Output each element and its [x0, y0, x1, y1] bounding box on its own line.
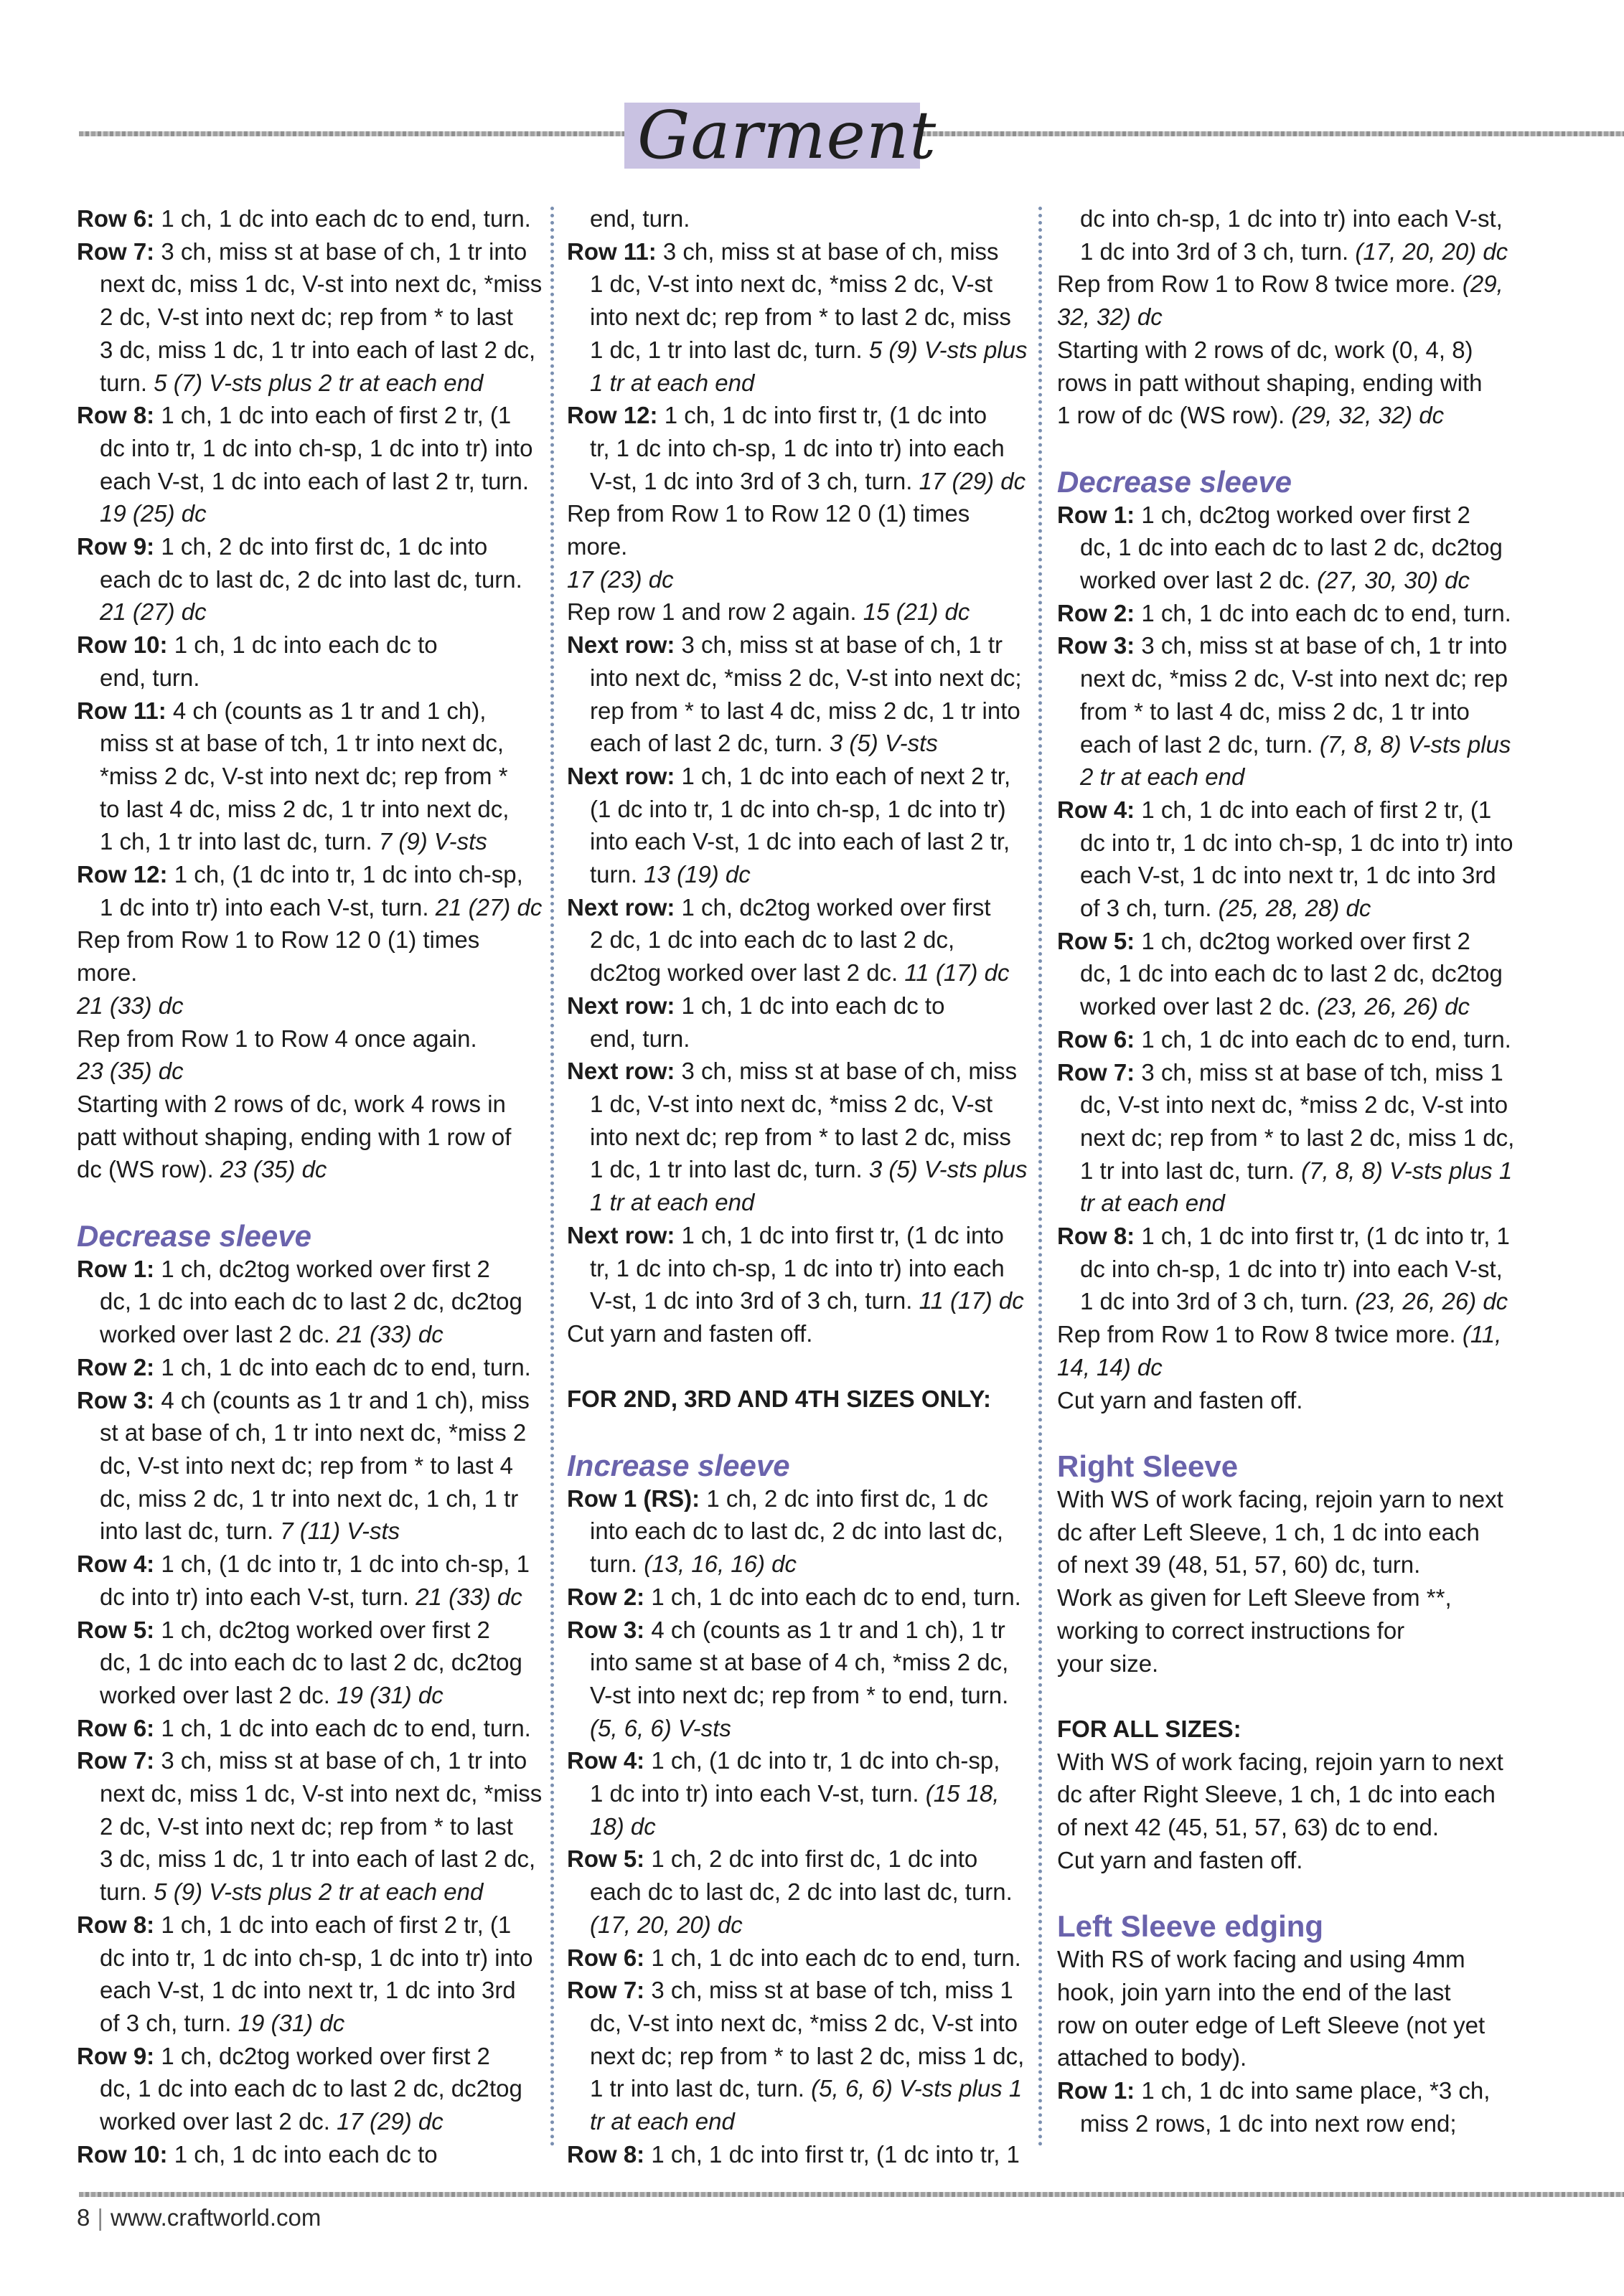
row-label: Next row:: [567, 762, 675, 789]
row-label: Row 12:: [567, 402, 658, 429]
stitch-count: 21 (33) dc: [77, 992, 184, 1019]
pattern-note: [1057, 1943, 1531, 2074]
stitch-count: 19 (25) dc: [100, 500, 207, 527]
pattern-row: [77, 1712, 543, 1745]
pattern-row: [77, 235, 543, 400]
row-text: 1 ch, 1 dc into each dc to end, turn.: [154, 1353, 531, 1380]
pattern-note: [1057, 1318, 1531, 1383]
pattern-note: [77, 1088, 543, 1186]
row-text: 3 ch, miss st at base of ch, 1 tr into next dc, miss 1 dc, V-st into next dc, *miss 2 dc, V-st into next dc; rep from * to last 3 dc, miss 1 dc, 1 tr into each of last 2 dc, turn.: [100, 237, 543, 396]
row-label: Row 7:: [1057, 1058, 1135, 1086]
row-label: Row 2:: [567, 1583, 645, 1610]
pattern-note: [1057, 1483, 1531, 1680]
pattern-row: [567, 1974, 1030, 2138]
row-text: 4 ch (counts as 1 tr and 1 ch), miss st at base of tch, 1 tr into next dc, *miss 2 dc, V-st into next dc; rep from * to last 4 dc, miss 2 dc, 1 tr into next dc, 1 ch, 1 tr into last dc, turn.: [100, 697, 510, 855]
pattern-row: [77, 202, 543, 235]
pattern-note: [77, 923, 543, 1022]
stitch-count: 23 (35) dc: [77, 1058, 184, 1085]
row-text: 1 ch, 1 dc into first tr, (1 dc into tr, 1 dc into ch-sp, 1 dc into tr) into each V-st, 1 dc into 3rd of 3 ch, turn.: [590, 402, 1005, 494]
pattern-row: [77, 1614, 543, 1712]
row-text: 3 ch, miss st at base of ch, 1 tr into next dc, *miss 2 dc, V-st into next dc; rep from * to last 4 dc, miss 2 dc, 1 tr into each of last 2 dc, turn.: [590, 631, 1022, 757]
page-footer: [77, 2202, 321, 2234]
stitch-count: (17, 20, 20) dc: [1355, 237, 1508, 265]
stitch-count: (15 18, 18) dc: [590, 1780, 1000, 1840]
pattern-row: [1057, 629, 1531, 794]
row-text: 3 ch, miss st at base of ch, miss 1 dc, V-st into next dc, *miss 2 dc, V-st into next dc; rep from * to last 2 dc, miss 1 dc, 1 tr into last dc, turn.: [590, 1058, 1018, 1183]
pattern-row: [77, 399, 543, 530]
pattern-row: [567, 1581, 1030, 1614]
size-note: FOR ALL SIZES:: [1057, 1715, 1242, 1742]
text-column-1: [77, 202, 543, 2170]
stitch-count: 7 (11) V-sts: [280, 1518, 400, 1545]
row-text: 1 ch, dc2tog worked over first 2 dc, 1 dc into each dc to last 2 dc, dc2tog worked over last 2 dc.: [1080, 501, 1503, 594]
row-label: Row 6:: [77, 1714, 155, 1741]
row-text: dc into ch-sp, 1 dc into tr) into each V-st, 1 dc into 3rd of 3 ch, turn.: [1080, 205, 1503, 265]
row-text: 4 ch (counts as 1 tr and 1 ch), miss st at base of ch, 1 tr into next dc, *miss 2 dc, V-st into next dc; rep from * to last 4 dc, miss 2 dc, 1 tr into next dc, 1 ch, 1 tr into last dc, turn.: [100, 1386, 530, 1545]
row-text: end, turn.: [590, 205, 690, 232]
row-text: 1 ch, 1 dc into each dc to end, turn.: [644, 1944, 1021, 1971]
text-column-3: [1057, 202, 1531, 2140]
row-text: 1 ch, dc2tog worked over first 2 dc, 1 dc into each dc to last 2 dc, dc2tog worked over last 2 dc.: [100, 1616, 522, 1708]
row-text: 3 ch, miss st at base of ch, 1 tr into next dc, miss 1 dc, V-st into next dc, *miss 2 dc, V-st into next dc; rep from * to last 3 dc, miss 1 dc, 1 tr into each of last 2 dc, turn.: [100, 1747, 543, 1906]
row-text: 1 ch, 1 dc into first tr, (1 dc into tr, 1 dc into ch-sp, 1 dc into tr) into each V-st, 1 dc into 3rd of 3 ch, turn.: [590, 1221, 1005, 1314]
stitch-count: (13, 16, 16) dc: [644, 1551, 797, 1578]
row-label: Next row:: [567, 992, 675, 1019]
stitch-count: 21 (27) dc: [435, 893, 543, 921]
pattern-row: [567, 399, 1030, 497]
row-text: 1 ch, 1 dc into each dc to end, turn.: [590, 992, 945, 1052]
row-label: Next row:: [567, 893, 675, 921]
spacer: [1057, 432, 1531, 465]
section-label-tab: [624, 97, 937, 174]
text-column-2: [567, 202, 1030, 2170]
row-text: 1 ch, 1 dc into each dc to end, turn.: [154, 1714, 531, 1741]
row-label: Row 1 (RS):: [567, 1485, 700, 1512]
section-label: Garment: [637, 97, 937, 174]
column-divider: [1038, 207, 1042, 2147]
stitch-count: (5, 6, 6) V-sts plus 1 tr at each end: [590, 2075, 1023, 2135]
pattern-row: [567, 1219, 1030, 1317]
row-text: 1 ch, 1 dc into each dc to end, turn.: [100, 631, 438, 691]
pattern-row: [567, 1942, 1030, 1975]
pattern-row: [567, 1055, 1030, 1219]
row-label: Next row:: [567, 1221, 675, 1248]
pattern-row: [1057, 202, 1531, 268]
pattern-row: [567, 1744, 1030, 1843]
row-text: 1 ch, 1 dc into each dc to end, turn.: [154, 205, 531, 232]
row-text: 1 ch, 2 dc into first dc, 1 dc into each dc to last dc, 2 dc into last dc, turn.: [590, 1845, 1013, 1906]
row-label: Row 6:: [1057, 1025, 1135, 1053]
row-text: 1 ch, dc2tog worked over first 2 dc, 1 dc into each dc to last 2 dc, dc2tog worked over last 2 dc.: [1080, 927, 1503, 1020]
pattern-row: [1057, 794, 1531, 925]
pattern-row: [567, 760, 1030, 891]
row-text: 1 ch, (1 dc into tr, 1 dc into ch-sp, 1 dc into tr) into each V-st, turn.: [590, 1747, 1000, 1807]
row-text: Rep from Row 1 to Row 4 once again.: [77, 1025, 477, 1052]
row-text: 1 ch, 1 dc into same place, *3 ch, miss 2 rows, 1 dc into next row end;: [1080, 2076, 1491, 2137]
row-text: Starting with 2 rows of dc, work 4 rows in patt without shaping, ending with 1 row of dc (WS row).: [77, 1090, 512, 1183]
row-text: Rep from Row 1 to Row 12 0 (1) times more.: [77, 926, 480, 987]
pattern-row: [1057, 1220, 1531, 1318]
pattern-row: [77, 1384, 543, 1548]
pattern-row: [567, 891, 1030, 989]
row-label: Row 5:: [77, 1616, 155, 1643]
row-label: Row 1:: [1057, 501, 1135, 528]
stitch-count: 5 (9) V-sts plus 2 tr at each end: [154, 1878, 484, 1906]
row-label: Next row:: [567, 1058, 675, 1085]
stitch-count: (29, 32, 32) dc: [1291, 402, 1445, 429]
pattern-row: [77, 1351, 543, 1384]
pattern-row: [1057, 2074, 1531, 2140]
stitch-count: 21 (33) dc: [416, 1583, 522, 1610]
spacer: [1057, 1416, 1531, 1449]
row-text: Rep row 1 and row 2 again.: [567, 598, 863, 626]
size-note: FOR 2ND, 3RD AND 4TH SIZES ONLY:: [567, 1385, 992, 1413]
row-label: Row 7:: [77, 1747, 155, 1774]
stitch-count: (17, 20, 20) dc: [590, 1911, 743, 1938]
row-text: 3 ch, miss st at base of tch, miss 1 dc, V-st into next dc, *miss 2 dc, V-st into next dc; rep from * to last 2 dc, miss 1 dc, 1 tr into last dc, turn.: [1080, 1058, 1515, 1184]
spacer: [1057, 1876, 1531, 1909]
row-text: Cut yarn and fasten off.: [567, 1319, 813, 1347]
stitch-count: (23, 26, 26) dc: [1317, 993, 1470, 1020]
row-text: 1 ch, dc2tog worked over first 2 dc, 1 dc into each dc to last 2 dc, dc2tog worked over last 2 dc.: [590, 893, 991, 987]
pattern-row: [567, 629, 1030, 760]
section-heading: Decrease sleeve: [77, 1218, 311, 1253]
pattern-row: [77, 1548, 543, 1613]
row-text: 1 ch, (1 dc into tr, 1 dc into ch-sp, 1 dc into tr) into each V-st, turn.: [100, 861, 523, 921]
spacer: [77, 1186, 543, 1219]
pattern-row: [77, 1909, 543, 2040]
row-text: 1 ch, 2 dc into first dc, 1 dc into each dc to last dc, 2 dc into last dc, turn.: [100, 533, 522, 593]
row-label: Row 8:: [567, 2140, 645, 2168]
pattern-row: [567, 1482, 1030, 1581]
section-heading: Right Sleeve: [1057, 1449, 1239, 1483]
row-label: Row 4:: [1057, 796, 1135, 823]
row-label: Row 3:: [1057, 632, 1135, 659]
row-text: 1 ch, 1 dc into each of first 2 tr, (1 dc into tr, 1 dc into ch-sp, 1 dc into tr) into each V-st, 1 dc into next tr, 1 dc into 3rd of 3 ch, turn.: [1080, 796, 1513, 922]
spacer: [567, 1416, 1030, 1449]
row-label: Row 1:: [77, 1255, 155, 1282]
stitch-count: 13 (19) dc: [644, 861, 751, 888]
stitch-count: 3 (5) V-sts plus 1 tr at each end: [590, 1156, 1028, 1216]
row-text: Cut yarn and fasten off.: [1057, 1386, 1303, 1413]
pattern-row: [567, 989, 1030, 1055]
row-text: Rep from Row 1 to Row 8 twice more.: [1057, 1321, 1463, 1348]
row-label: Row 11:: [567, 237, 657, 265]
section-heading: Decrease sleeve: [1057, 464, 1292, 499]
stitch-count: 23 (35) dc: [220, 1156, 327, 1183]
section-heading: Left Sleeve edging: [1057, 1909, 1324, 1944]
pattern-note: [1057, 268, 1531, 333]
column-divider: [550, 207, 554, 2147]
pattern-note: [1057, 1384, 1531, 1417]
pattern-row: [1057, 925, 1531, 1023]
stitch-count: 5 (7) V-sts plus 2 tr at each end: [154, 369, 484, 396]
row-text: With WS of work facing, rejoin yarn to next dc after Right Sleeve, 1 ch, 1 dc into each of next 42 (45, 51, 57, 63) dc to end. Cut yarn and fasten off.: [1057, 1748, 1503, 1873]
row-text: 1 ch, 1 dc into each of first 2 tr, (1 dc into tr, 1 dc into ch-sp, 1 dc into tr) into each V-st, 1 dc into each of last 2 tr, turn.: [100, 402, 533, 494]
row-label: Row 4:: [77, 1551, 155, 1578]
pattern-note: [1057, 334, 1531, 432]
pattern-row: [77, 2138, 543, 2171]
row-label: Row 4:: [567, 1747, 645, 1774]
row-label: Row 2:: [1057, 599, 1135, 626]
row-label: Row 8:: [77, 1911, 155, 1938]
row-text: 1 ch, 1 dc into each dc to end, turn.: [644, 1583, 1021, 1610]
row-text: 1 ch, 1 dc into each dc to: [167, 2140, 438, 2168]
spacer: [1057, 1680, 1531, 1713]
pattern-row: [567, 1614, 1030, 1745]
pattern-row: [567, 1843, 1030, 1941]
row-label: Row 6:: [77, 205, 155, 232]
pattern-row: [77, 530, 543, 629]
row-label: Row 3:: [567, 1616, 645, 1643]
pattern-note: [1057, 1746, 1531, 1877]
row-text: 1 ch, 1 dc into each dc to end, turn.: [1135, 599, 1511, 626]
row-label: Row 2:: [77, 1353, 155, 1380]
stitch-count: (5, 6, 6) V-sts: [590, 1714, 731, 1741]
pattern-row: [567, 235, 1030, 400]
page-number: 8: [77, 2204, 90, 2231]
pattern-row: [567, 202, 1030, 235]
row-text: 3 ch, miss st at base of ch, 1 tr into next dc, *miss 2 dc, V-st into next dc; rep from * to last 4 dc, miss 2 dc, 1 tr into each of last 2 dc, turn.: [1080, 632, 1508, 758]
row-label: Row 12:: [77, 861, 168, 888]
pattern-row: [1057, 499, 1531, 597]
stitch-count: 21 (33) dc: [337, 1321, 443, 1348]
pattern-row: [77, 695, 543, 859]
stitch-count: 5 (9) V-sts plus 1 tr at each end: [590, 336, 1028, 396]
row-label: Row 10:: [77, 2140, 168, 2168]
stitch-count: 7 (9) V-sts: [378, 828, 487, 855]
pattern-row: [1057, 597, 1531, 630]
stitch-count: (23, 26, 26) dc: [1355, 1288, 1508, 1315]
row-text: 1 ch, 1 dc into first tr, (1 dc into tr, 1 dc into ch-sp, 1 dc into tr) into each V-st, 1 dc into 3rd of 3 ch, turn.: [1080, 1223, 1510, 1315]
footer-website: www.craftworld.com: [110, 2204, 321, 2231]
row-text: Rep from Row 1 to Row 12 0 (1) times more.: [567, 500, 970, 560]
row-label: Row 10:: [77, 631, 168, 659]
stitch-count: 17 (29) dc: [337, 2108, 443, 2135]
stitch-count: (11, 14, 14) dc: [1057, 1321, 1502, 1380]
stitch-count: 11 (17) dc: [904, 959, 1010, 987]
pattern-note: [567, 497, 1030, 596]
pattern-row: [1057, 1056, 1531, 1220]
spacer: [567, 1350, 1030, 1383]
stitch-count: 3 (5) V-sts: [829, 730, 938, 757]
row-label: Next row:: [567, 631, 675, 659]
row-label: Row 1:: [1057, 2076, 1135, 2104]
stitch-count: (27, 30, 30) dc: [1317, 567, 1470, 594]
section-heading: Increase sleeve: [567, 1448, 790, 1482]
row-text: 1 ch, 1 dc into each of first 2 tr, (1 dc into tr, 1 dc into ch-sp, 1 dc into tr) into each V-st, 1 dc into next tr, 1 dc into 3rd of 3 ch, turn.: [100, 1911, 533, 2036]
row-text: 4 ch (counts as 1 tr and 1 ch), 1 tr into same st at base of 4 ch, *miss 2 dc, V-st into next dc; rep from * to end, turn.: [590, 1616, 1009, 1708]
pattern-row: [77, 1744, 543, 1909]
row-text: Rep from Row 1 to Row 8 twice more.: [1057, 270, 1463, 298]
row-label: Row 6:: [567, 1944, 645, 1971]
row-label: Row 5:: [1057, 927, 1135, 954]
row-label: Row 11:: [77, 697, 166, 724]
row-label: Row 9:: [77, 533, 155, 560]
row-label: Row 8:: [1057, 1223, 1135, 1250]
footer-rule: [79, 2192, 1624, 2197]
row-text: 1 ch, dc2tog worked over first 2 dc, 1 dc into each dc to last 2 dc, dc2tog worked over last 2 dc.: [100, 1255, 522, 1348]
row-text: 3 ch, miss st at base of tch, miss 1 dc, V-st into next dc, *miss 2 dc, V-st into next dc; rep from * to last 2 dc, miss 1 dc, 1 tr into last dc, turn.: [590, 1977, 1025, 2102]
row-text: With RS of work facing and using 4mm hook, join yarn into the end of the last row on outer edge of Left Sleeve (not yet attached to body).: [1057, 1946, 1485, 2071]
row-label: Row 5:: [567, 1845, 645, 1873]
row-text: 1 ch, 1 dc into first tr, (1 dc into tr, 1: [644, 2140, 1020, 2168]
footer-separator: |: [97, 2204, 103, 2231]
row-text: 1 ch, (1 dc into tr, 1 dc into ch-sp, 1 dc into tr) into each V-st, turn.: [100, 1551, 530, 1610]
stitch-count: 19 (31) dc: [238, 2009, 345, 2036]
pattern-row: [77, 858, 543, 923]
row-text: Starting with 2 rows of dc, work (0, 4, 8) rows in patt without shaping, ending with 1 row of dc (WS row).: [1057, 336, 1483, 429]
row-label: Row 9:: [77, 2042, 155, 2069]
pattern-row: [77, 629, 543, 694]
stitch-count: (25, 28, 28) dc: [1218, 895, 1371, 922]
stitch-count: 11 (17) dc: [919, 1287, 1024, 1314]
row-label: Row 7:: [567, 1977, 645, 2004]
pattern-note: [567, 1317, 1030, 1350]
row-text: 1 ch, dc2tog worked over first 2 dc, 1 dc into each dc to last 2 dc, dc2tog worked over last 2 dc.: [100, 2042, 522, 2135]
pattern-row: [77, 1253, 543, 1351]
pattern-note: [77, 1022, 543, 1088]
stitch-count: 19 (31) dc: [337, 1681, 443, 1708]
row-text: 1 ch, 1 dc into each dc to end, turn.: [1135, 1025, 1511, 1053]
stitch-count: 17 (29) dc: [919, 467, 1026, 494]
stitch-count: (29, 32, 32) dc: [1057, 270, 1503, 331]
stitch-count: 15 (21) dc: [863, 598, 970, 626]
pattern-row: [77, 2040, 543, 2138]
row-text: 3 ch, miss st at base of ch, miss 1 dc, V-st into next dc, *miss 2 dc, V-st into next dc; rep from * to last 2 dc, miss 1 dc, 1 tr into last dc, turn.: [590, 237, 1011, 363]
row-label: Row 8:: [77, 402, 155, 429]
row-text: 1 ch, 2 dc into first dc, 1 dc into each dc to last dc, 2 dc into last dc, turn.: [590, 1485, 1003, 1578]
row-text: With WS of work facing, rejoin yarn to next dc after Left Sleeve, 1 ch, 1 dc into each of next 39 (48, 51, 57, 60) dc, turn. Work as given for Left Sleeve from **, working to correct instructions for your size.: [1057, 1485, 1503, 1677]
pattern-note: [567, 596, 1030, 629]
pattern-row: [1057, 1023, 1531, 1056]
stitch-count: 17 (23) dc: [567, 565, 674, 593]
row-label: Row 3:: [77, 1386, 155, 1413]
stitch-count: (7, 8, 8) V-sts plus 1 tr at each end: [1080, 1157, 1513, 1217]
pattern-row: [567, 2138, 1030, 2171]
row-text: 1 ch, 1 dc into each of next 2 tr, (1 dc into tr, 1 dc into ch-sp, 1 dc into tr) into each V-st, 1 dc into each of last 2 tr, turn.: [590, 762, 1011, 888]
row-label: Row 7:: [77, 237, 155, 265]
stitch-count: 21 (27) dc: [100, 598, 207, 626]
stitch-count: (7, 8, 8) V-sts plus 2 tr at each end: [1080, 730, 1511, 791]
